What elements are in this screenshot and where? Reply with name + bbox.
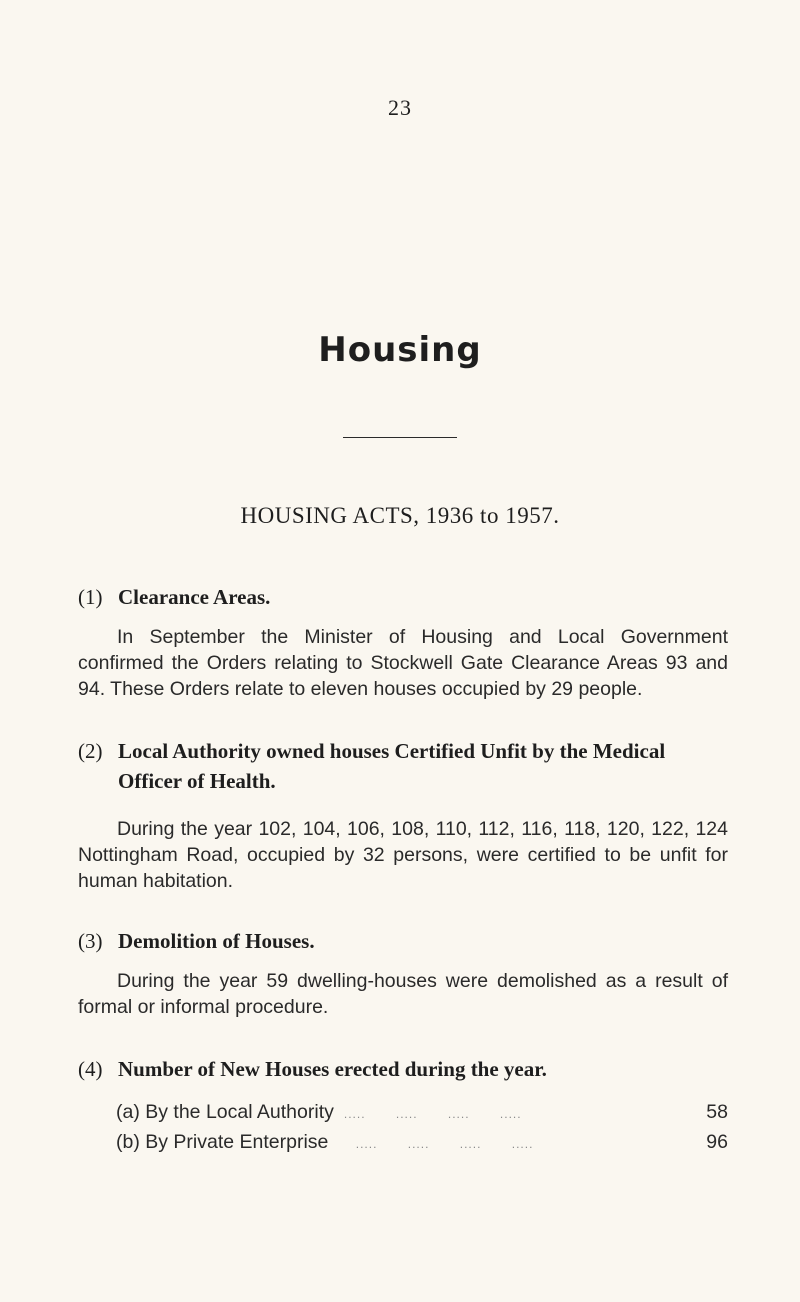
section-new-houses <box>78 1054 728 1158</box>
section-heading <box>78 736 728 796</box>
title-divider <box>343 437 457 438</box>
acts-heading: HOUSING ACTS, 1936 to 1957. <box>240 503 560 528</box>
section-number: (1) <box>78 585 103 609</box>
section-title: Clearance Areas. <box>118 585 271 609</box>
list-item-label: (b) By Private Enterprise <box>116 1131 329 1153</box>
leader-dots: ..... ..... ..... ..... <box>343 1107 522 1121</box>
section-heading <box>78 1054 728 1084</box>
chapter-title: Housing <box>318 330 482 370</box>
section-demolition <box>78 926 728 1020</box>
section-heading <box>78 926 728 956</box>
section-title: Demolition of Houses. <box>118 929 315 953</box>
list-item-value: 58 <box>706 1101 728 1123</box>
section-title: Local Authority owned houses Certified Unfit by the Medical Officer of Health. <box>118 739 666 793</box>
page-number: 23 <box>388 95 412 120</box>
section-paragraph: During the year 102, 104, 106, 108, 110, 112, 116, 118, 120, 122, 124 Nottingham Road, occupied by 32 persons, were certified to be unfit for human habitation. <box>78 818 728 892</box>
section-paragraph: In September the Minister of Housing and Local Government confirmed the Orders relating to Stockwell Gate Clearance Areas 93 and 94. These Orders relate to eleven houses occupied by 29 people. <box>78 626 728 700</box>
section-title: Number of New Houses erected during the year. <box>118 1057 547 1081</box>
list-item-local-authority <box>78 1098 728 1128</box>
list-item-value: 96 <box>706 1131 728 1153</box>
section-clearance-areas <box>78 582 728 702</box>
section-unfit-houses <box>78 736 728 894</box>
list-item-private-enterprise <box>78 1128 728 1158</box>
section-heading <box>78 582 728 612</box>
section-paragraph: During the year 59 dwelling-houses were demolished as a result of formal or informal procedure. <box>78 970 728 1018</box>
section-number: (2) <box>78 739 103 763</box>
list-item-label: (a) By the Local Authority <box>116 1101 334 1123</box>
section-number: (4) <box>78 1057 103 1081</box>
leader-dots: ..... ..... ..... ..... <box>338 1137 534 1151</box>
section-number: (3) <box>78 929 103 953</box>
